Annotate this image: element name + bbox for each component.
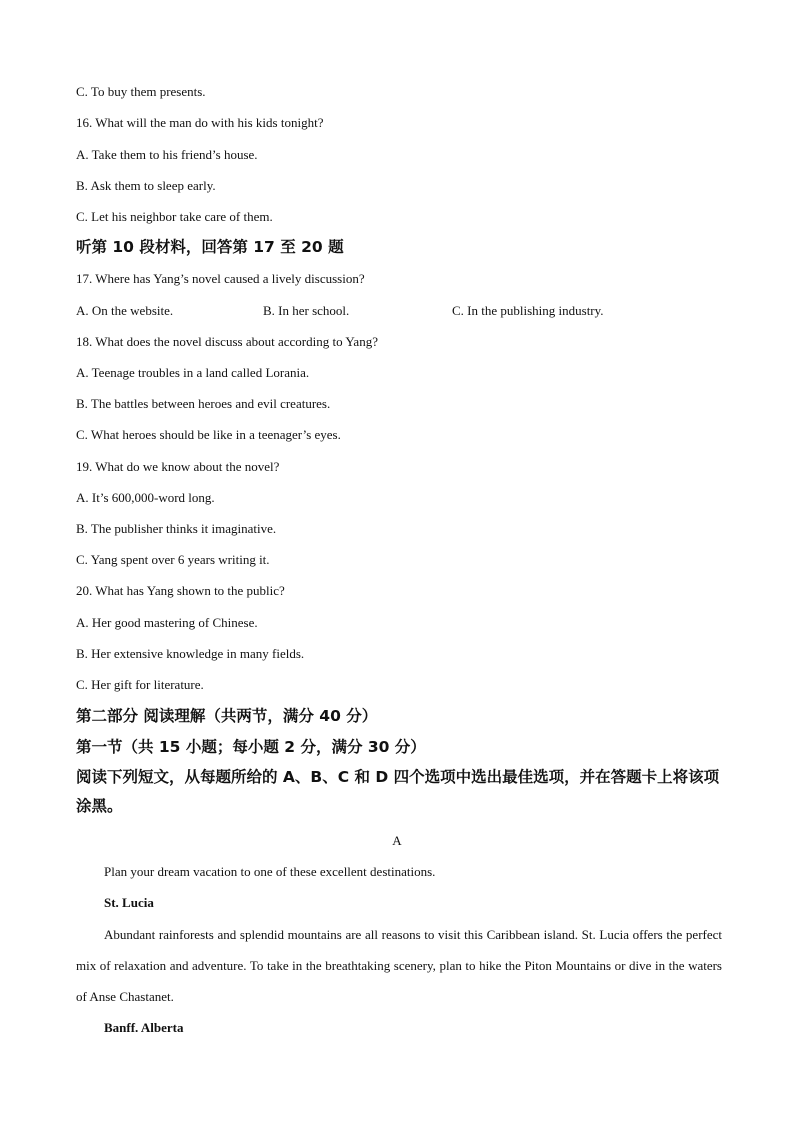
section1-heading: 第一节（共 15 小题；每小题 2 分，满分 30 分） bbox=[76, 738, 426, 756]
q20-option-c: C. Her gift for literature. bbox=[76, 677, 204, 692]
part2-heading: 第二部分 阅读理解（共两节，满分 40 分） bbox=[76, 707, 378, 725]
q18-question: 18. What does the novel discuss about according to Yang? bbox=[76, 334, 378, 349]
reading-instructions: 阅读下列短文，从每题所给的 A、B、C 和 D 四个选项中选出最佳选项，并在答题卡上将该项涂黑。 bbox=[76, 768, 720, 815]
q16-option-a: A. Take them to his friend’s house. bbox=[76, 147, 258, 162]
q17-option-c: C. In the publishing industry. bbox=[452, 303, 604, 318]
q18-option-b: B. The battles between heroes and evil creatures. bbox=[76, 396, 331, 411]
q16-question: 16. What will the man do with his kids tonight? bbox=[76, 115, 324, 130]
destination-title-st-lucia: St. Lucia bbox=[104, 895, 154, 910]
q19-option-a: A. It’s 600,000-word long. bbox=[76, 490, 215, 505]
destination-text-st-lucia: Abundant rainforests and splendid mountains are all reasons to visit this Caribbean island. St. Lucia offers the perfect mix of relaxation and adventure. To take in the breathtaking scenery, plan to hike the Piton Mountains or dive in the waters of Anse Chastanet. bbox=[76, 927, 722, 1004]
q17-option-a: A. On the website. bbox=[76, 303, 174, 318]
passage-label: A bbox=[392, 833, 402, 848]
passage-intro: Plan your dream vacation to one of these excellent destinations. bbox=[104, 864, 436, 879]
q19-option-b: B. The publisher thinks it imaginative. bbox=[76, 521, 277, 536]
q18-option-c: C. What heroes should be like in a teenager’s eyes. bbox=[76, 427, 341, 442]
q19-option-c: C. Yang spent over 6 years writing it. bbox=[76, 552, 270, 567]
q20-option-b: B. Her extensive knowledge in many fields. bbox=[76, 646, 305, 661]
section10-heading: 听第 10 段材料，回答第 17 至 20 题 bbox=[76, 238, 344, 256]
q20-option-a: A. Her good mastering of Chinese. bbox=[76, 615, 258, 630]
q16-option-c: C. Let his neighbor take care of them. bbox=[76, 209, 273, 224]
q18-option-a: A. Teenage troubles in a land called Lorania. bbox=[76, 365, 310, 380]
destination-title-banff: Banff. Alberta bbox=[104, 1020, 184, 1035]
q15-option-c: C. To buy them presents. bbox=[76, 84, 206, 99]
q17-question: 17. Where has Yang’s novel caused a lively discussion? bbox=[76, 271, 365, 286]
q17-option-b: B. In her school. bbox=[263, 303, 350, 318]
q19-question: 19. What do we know about the novel? bbox=[76, 459, 280, 474]
q20-question: 20. What has Yang shown to the public? bbox=[76, 583, 285, 598]
q16-option-b: B. Ask them to sleep early. bbox=[76, 178, 216, 193]
